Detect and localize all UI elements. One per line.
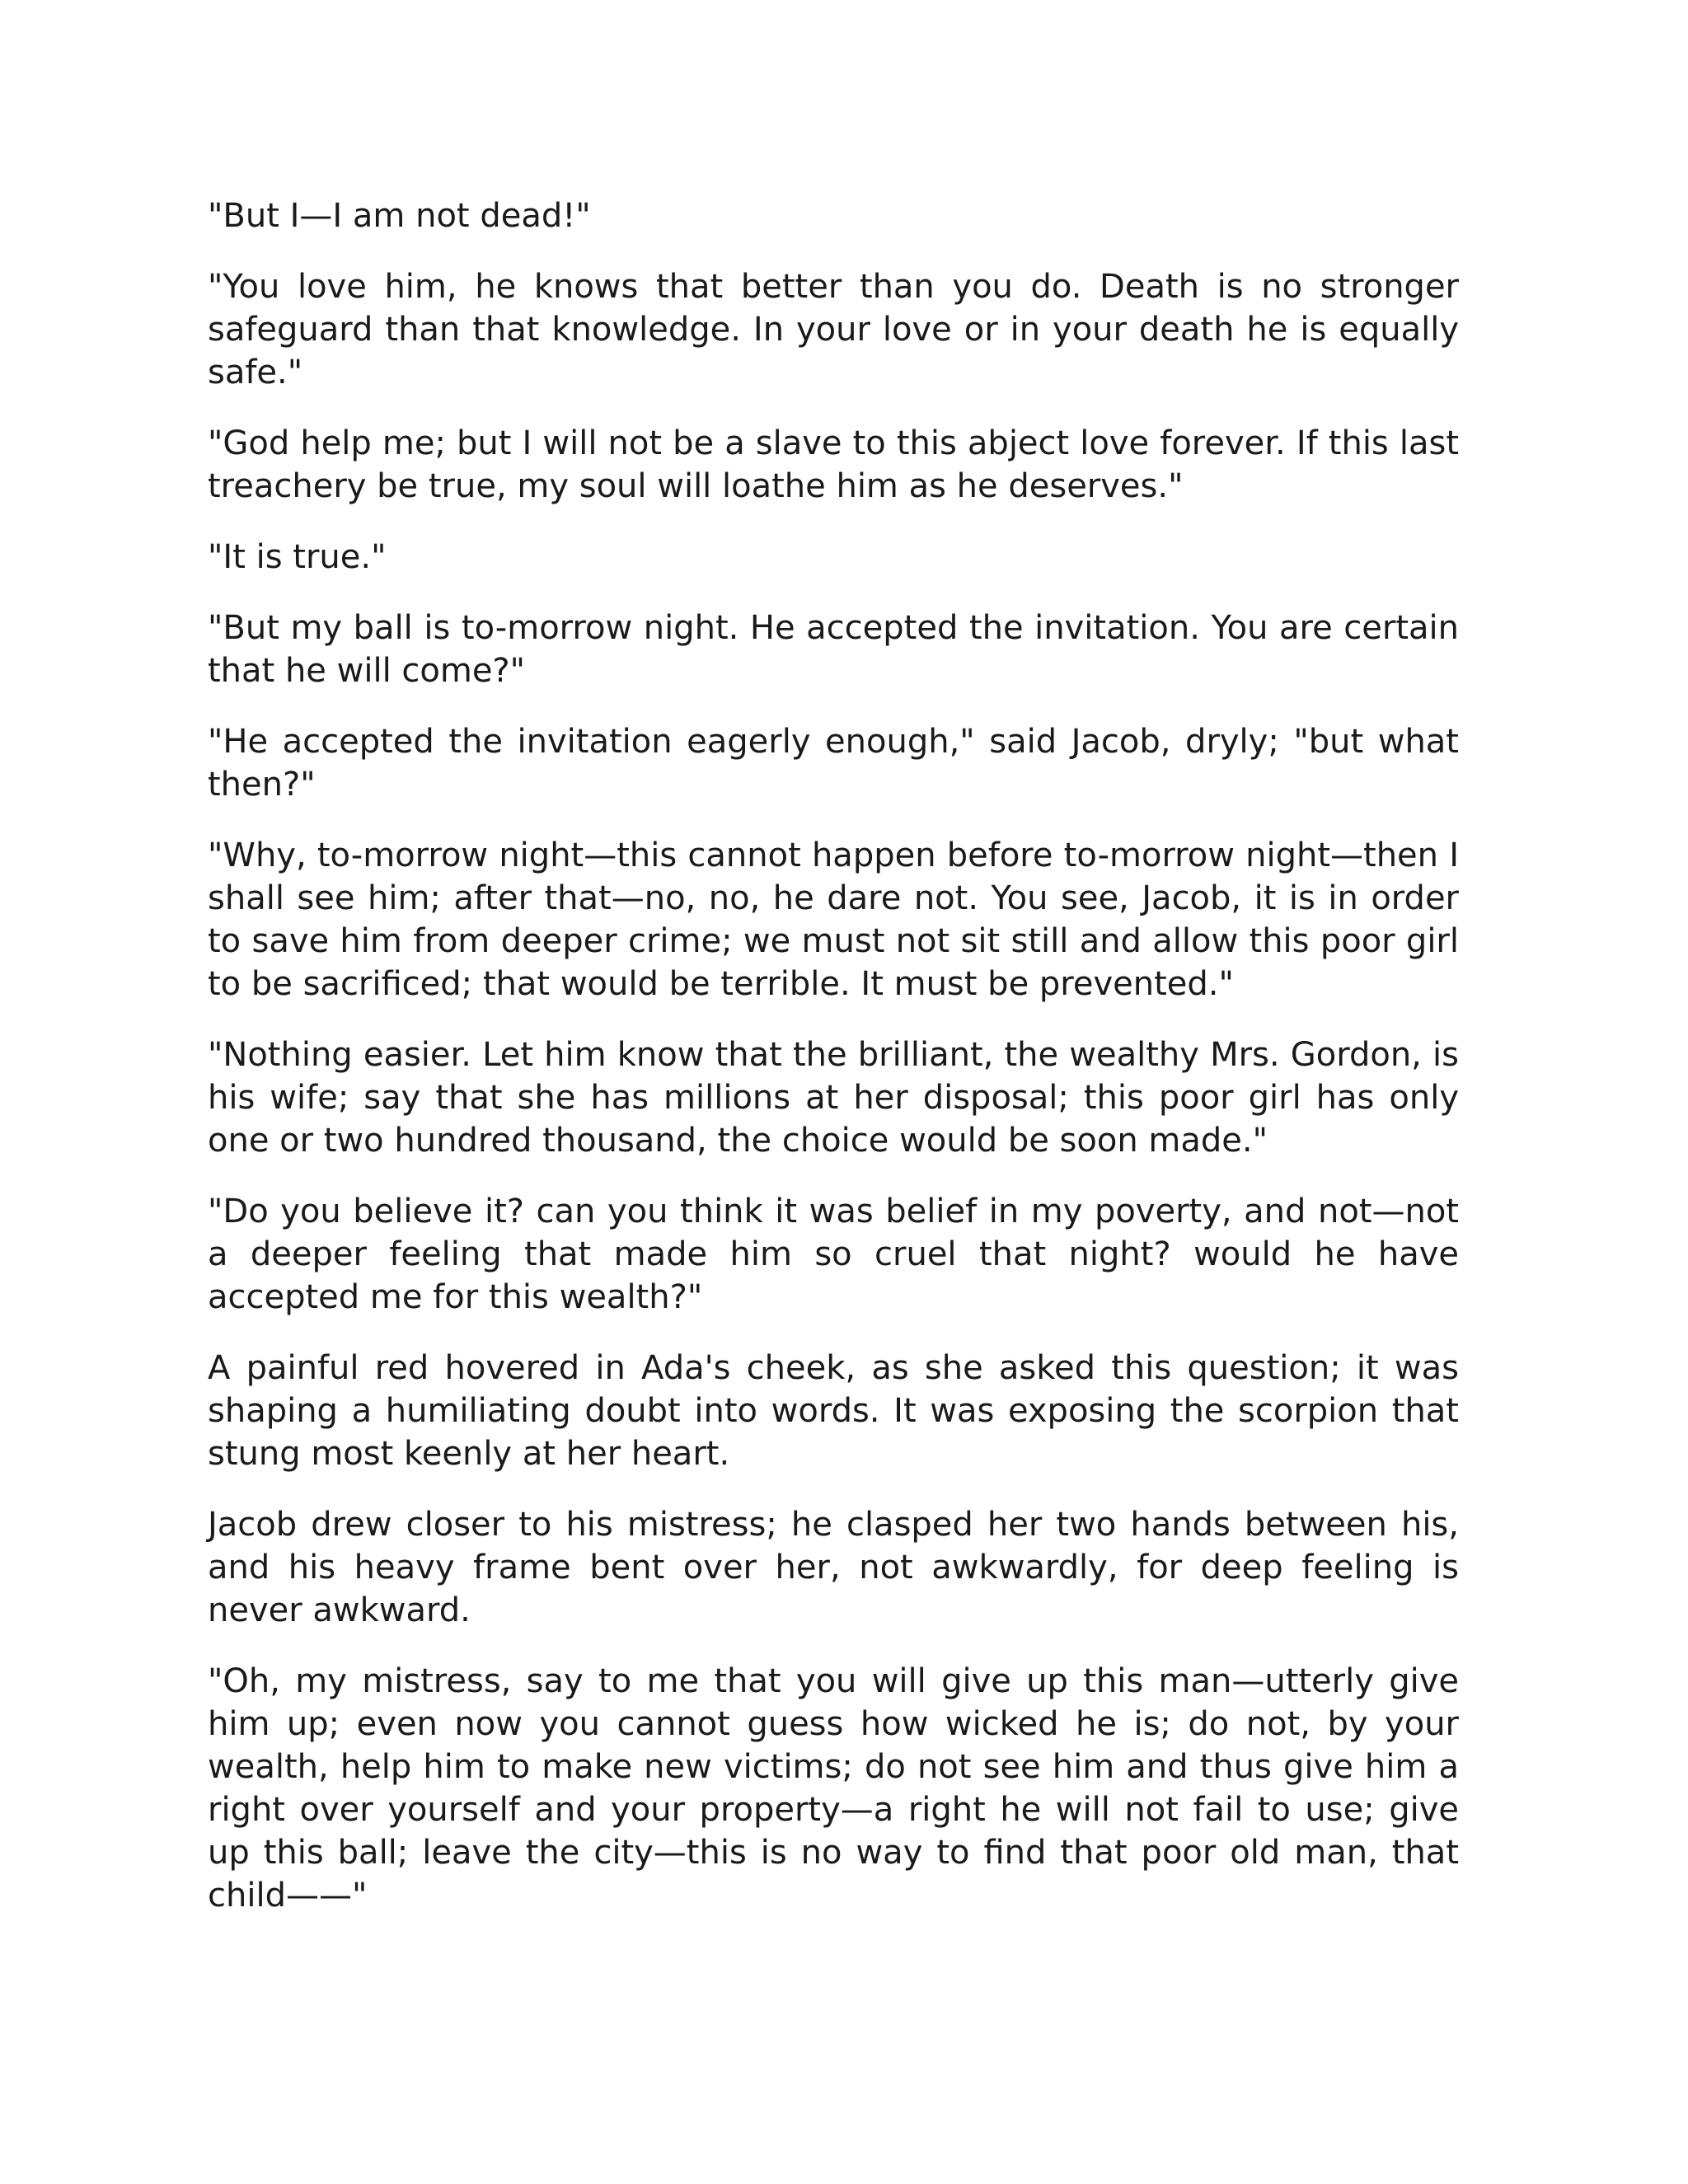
paragraph-6: "He accepted the invitation eagerly enough," said Jacob, dryly; "but what then?" [208,723,1459,804]
paragraph-9: "Do you believe it? can you think it was belief in my poverty, and not—not a deeper feeling that made him so cruel that night? would he have accepted me for this wealth?" [208,1193,1459,1316]
paragraph-11: Jacob drew closer to his mistress; he clasped her two hands between his, and his heavy frame bent over her, not awkwardly, for deep feeling is never awkward. [208,1506,1459,1629]
paragraph-10: A painful red hovered in Ada's cheek, as she asked this question; it was shaping a humiliating doubt into words. It was exposing the scorpion that stung most keenly at her heart. [208,1349,1459,1473]
paragraph-5: "But my ball is to-morrow night. He accepted the invitation. You are certain that he will come?" [208,609,1459,690]
paragraph-1: "But I—I am not dead!" [208,197,591,235]
paragraph-12: "Oh, my mistress, say to me that you will give up this man—utterly give him up; even now you cannot guess how wicked he is; do not, by your wealth, help him to make new victims; do not see him and thus give him a right over yourself and your property—a right he will not fail to use; give up this ball; leave the city—this is no way to find that poor old man, that child——" [208,1662,1459,1915]
paragraph-8: "Nothing easier. Let him know that the brilliant, the wealthy Mrs. Gordon, is his wife; say that she has millions at her disposal; this poor girl has only one or two hundred thousand, the choice would be soon made." [208,1036,1459,1160]
text-column [208,194,1459,1945]
paragraph-2: "You love him, he knows that better than you do. Death is no stronger safeguard than that knowledge. In your love or in your death he is equally safe." [208,268,1459,391]
paragraph-7: "Why, to-morrow night—this cannot happen before to-morrow night—then I shall see him; after that—no, no, he dare not. You see, Jacob, it is in order to save him from deeper crime; we must not sit still and allow this poor girl to be sacrificed; that would be terrible. It must be prevented." [208,837,1459,1003]
paragraph-4: "It is true." [208,538,387,576]
paragraph-3: "God help me; but I will not be a slave to this abject love forever. If this last treachery be true, my soul will loathe him as he deserves." [208,424,1459,505]
